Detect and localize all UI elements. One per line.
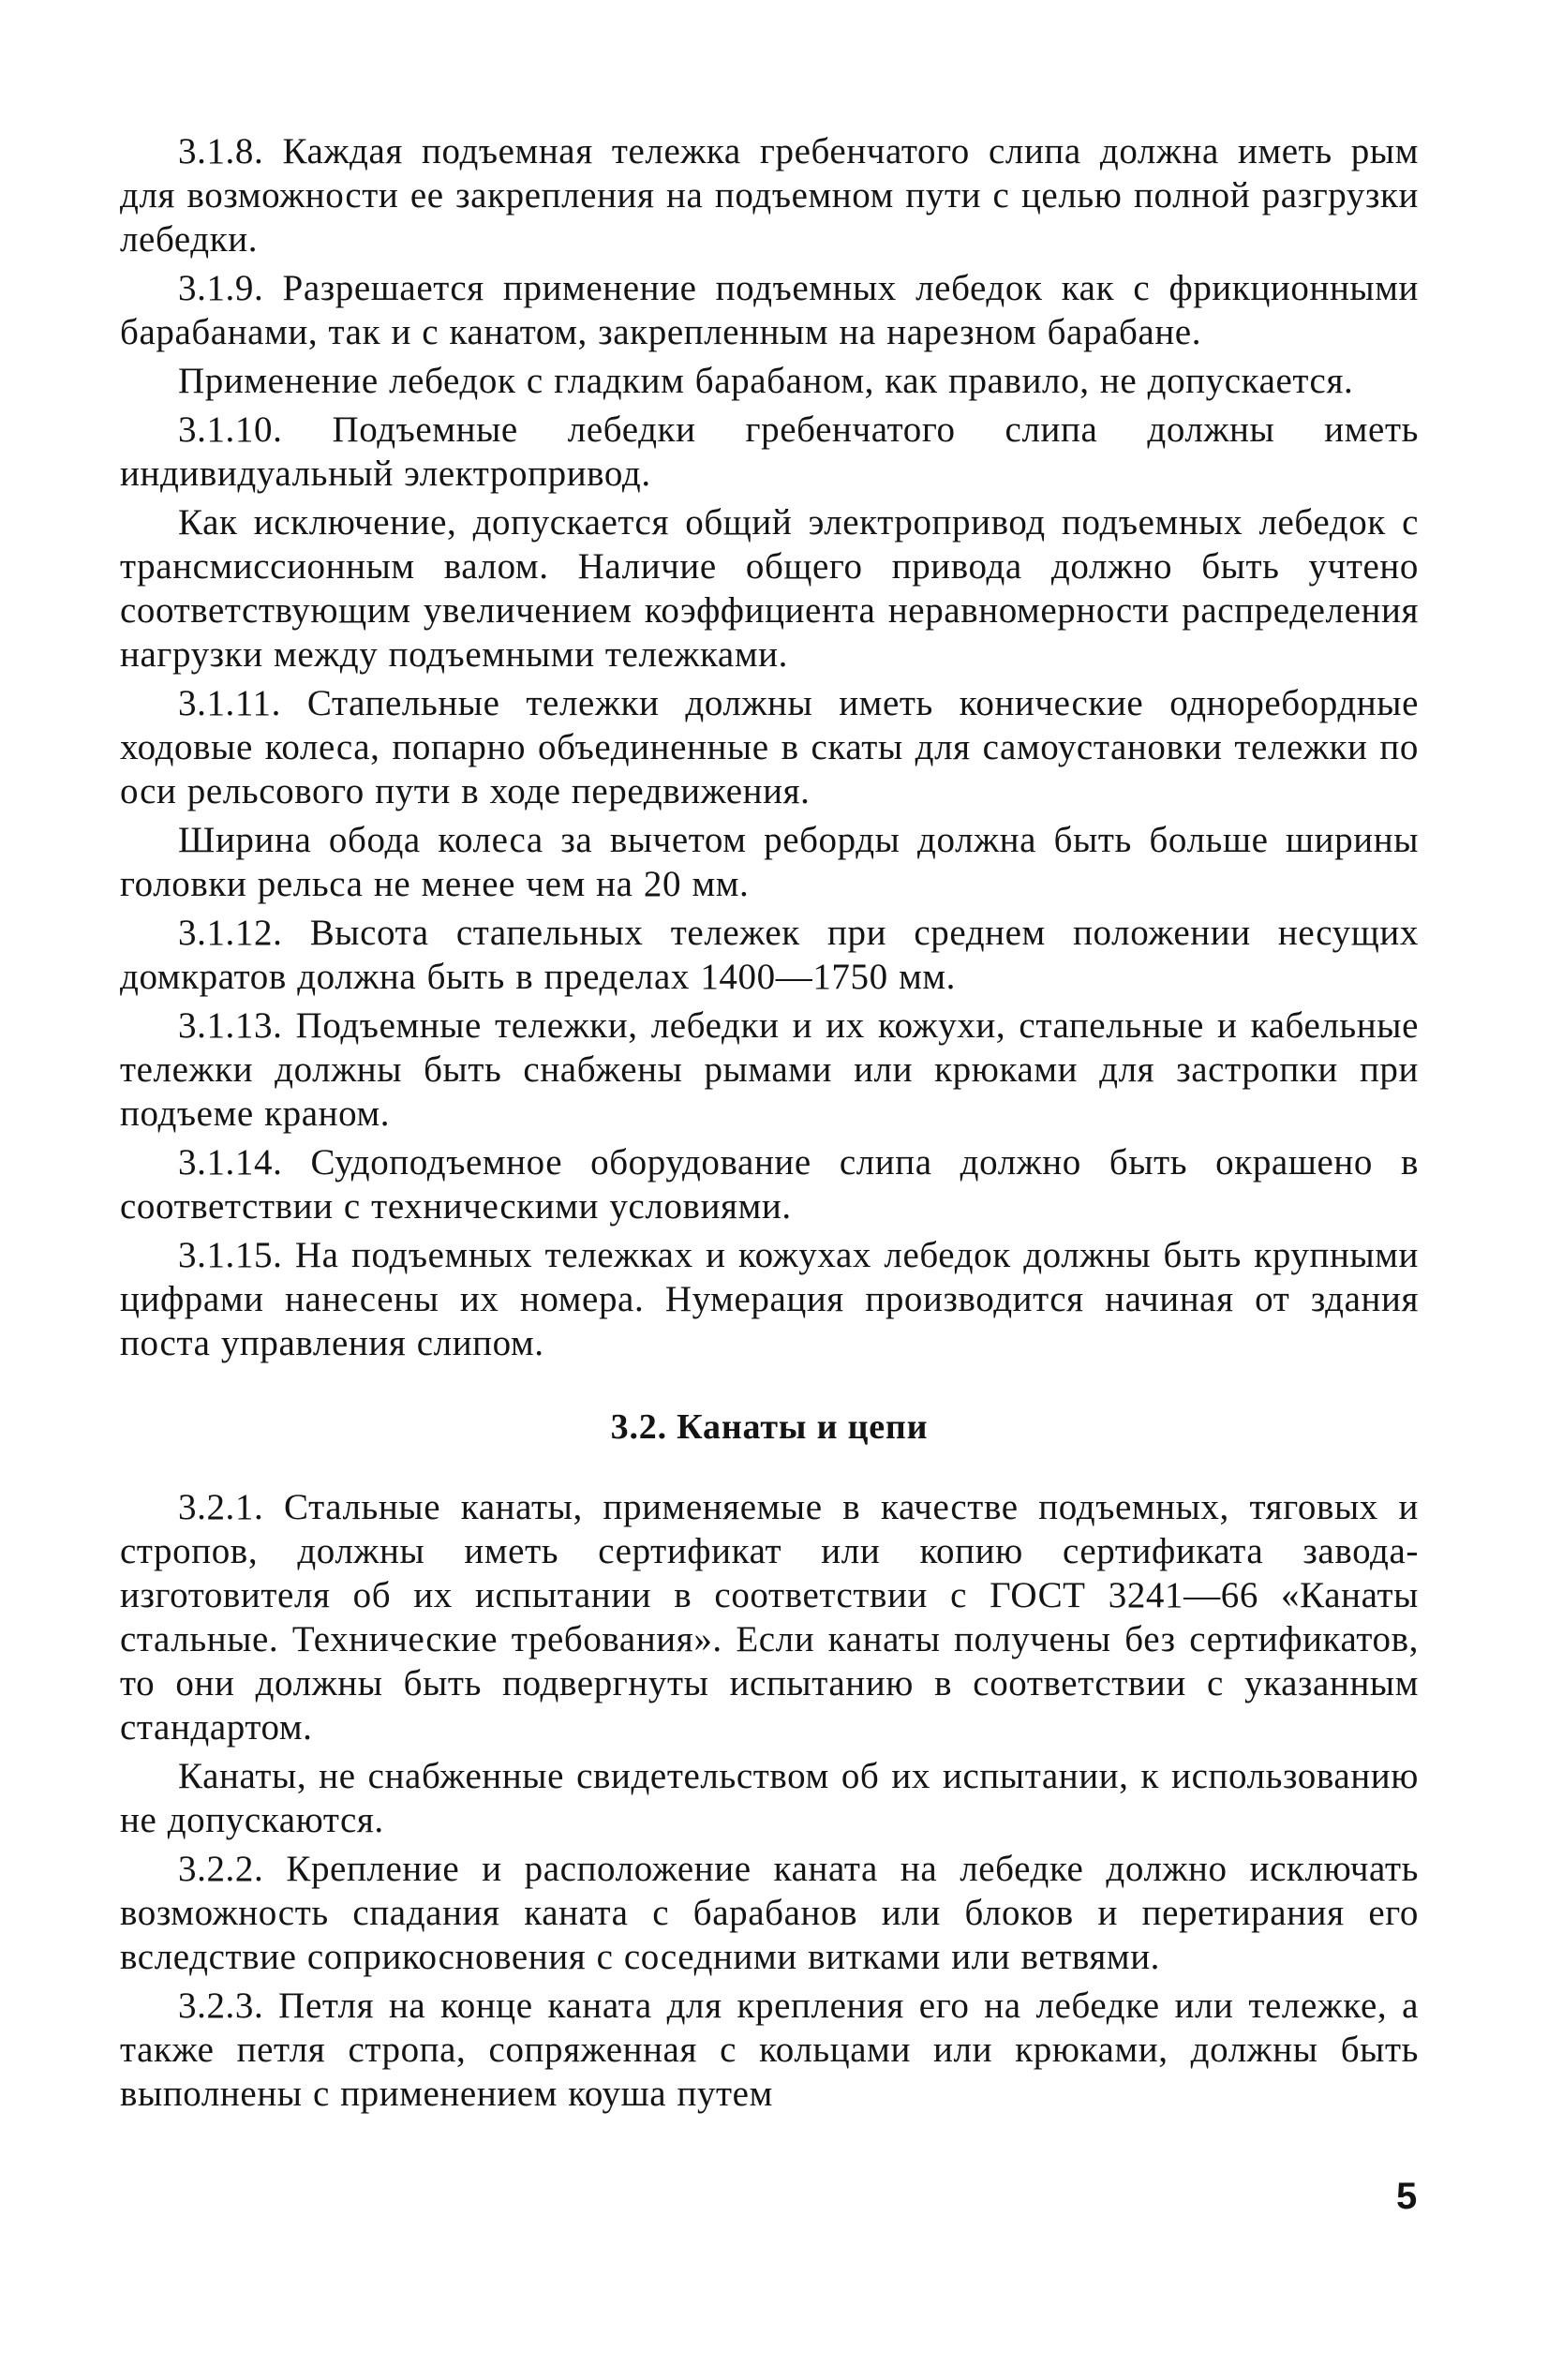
paragraph-common-drive: Как исключение, допускается общий электропривод подъемных лебедок с трансмиссионным валом. Наличие общего привода должно быть учтено соответствующим увеличением коэффициента неравномерности распределения нагрузки между подъемными тележками. [120, 502, 1419, 675]
paragraph-3-1-12: 3.1.12. Высота стапельных тележек при среднем положении несущих домкратов должна быть в пределах 1400—1750 мм. [120, 913, 1419, 997]
page-number: 5 [1396, 2176, 1418, 2217]
paragraph-3-1-14: 3.1.14. Судоподъемное оборудование слипа должно быть окрашено в соответствии с техническими условиями. [120, 1142, 1419, 1227]
paragraph-3-2-3: 3.2.3. Петля на конце каната для крепления его на лебедке или тележке, а также петля стропа, сопряженная с кольцами или крюками, должны быть выполнены с применением коуша путем [120, 1986, 1419, 2114]
paragraph-3-1-10: 3.1.10. Подъемные лебедки гребенчатого слипа должны иметь индивидуальный электропривод. [120, 409, 1419, 494]
paragraph-3-1-11: 3.1.11. Стапельные тележки должны иметь конические одноребордные ходовые колеса, попарно объединенные в скаты для самоустановки тележки по оси рельсового пути в ходе передвижения. [120, 683, 1419, 811]
paragraph-3-2-2: 3.2.2. Крепление и расположение каната на лебедке должно исключать возможность спадания каната с барабанов или блоков и перетирания его вследствие соприкосновения с соседними витками или ветвями. [120, 1849, 1419, 1977]
paragraph-no-certificate: Канаты, не снабженные свидетельством об их испытании, к использованию не допускаются. [120, 1756, 1419, 1840]
paragraph-3-1-8: 3.1.8. Каждая подъемная тележка гребенчатого слипа должна иметь рым для возможности ее закрепления на подъемном пути с целью полной разгрузки лебедки. [120, 131, 1419, 260]
paragraph-3-1-15: 3.1.15. На подъемных тележках и кожухах лебедок должны быть крупными цифрами нанесены их номера. Нумерация производится начиная от здания поста управления слипом. [120, 1235, 1419, 1363]
paragraph-3-1-13: 3.1.13. Подъемные тележки, лебедки и их кожухи, стапельные и кабельные тележки должны быть снабжены рымами или крюками для застропки при подъеме краном. [120, 1005, 1419, 1134]
page-body [120, 129, 1419, 2116]
section-heading: 3.2. Канаты и цепи [610, 1407, 929, 1447]
paragraph-smooth-drum: Применение лебедок с гладким барабаном, как правило, не допускается. [178, 361, 1354, 401]
paragraph-rim-width: Ширина обода колеса за вычетом реборды должна быть больше ширины головки рельса не менее чем на 20 мм. [120, 820, 1419, 904]
paragraph-3-1-9: 3.1.9. Разрешается применение подъемных лебедок как с фрикционными барабанами, так и с канатом, закрепленным на нарезном барабане. [120, 268, 1419, 352]
paragraph-3-2-1: 3.2.1. Стальные канаты, применяемые в качестве подъемных, тяговых и стропов, должны иметь сертификат или копию сертификата завода-изготовителя об их испытании в соответствии с ГОСТ 3241—66 «Канаты стальные. Технические требования». Если канаты получены без сертификатов, то они должны быть подвергнуты испытанию в соответствии с указанным стандартом. [120, 1487, 1419, 1748]
